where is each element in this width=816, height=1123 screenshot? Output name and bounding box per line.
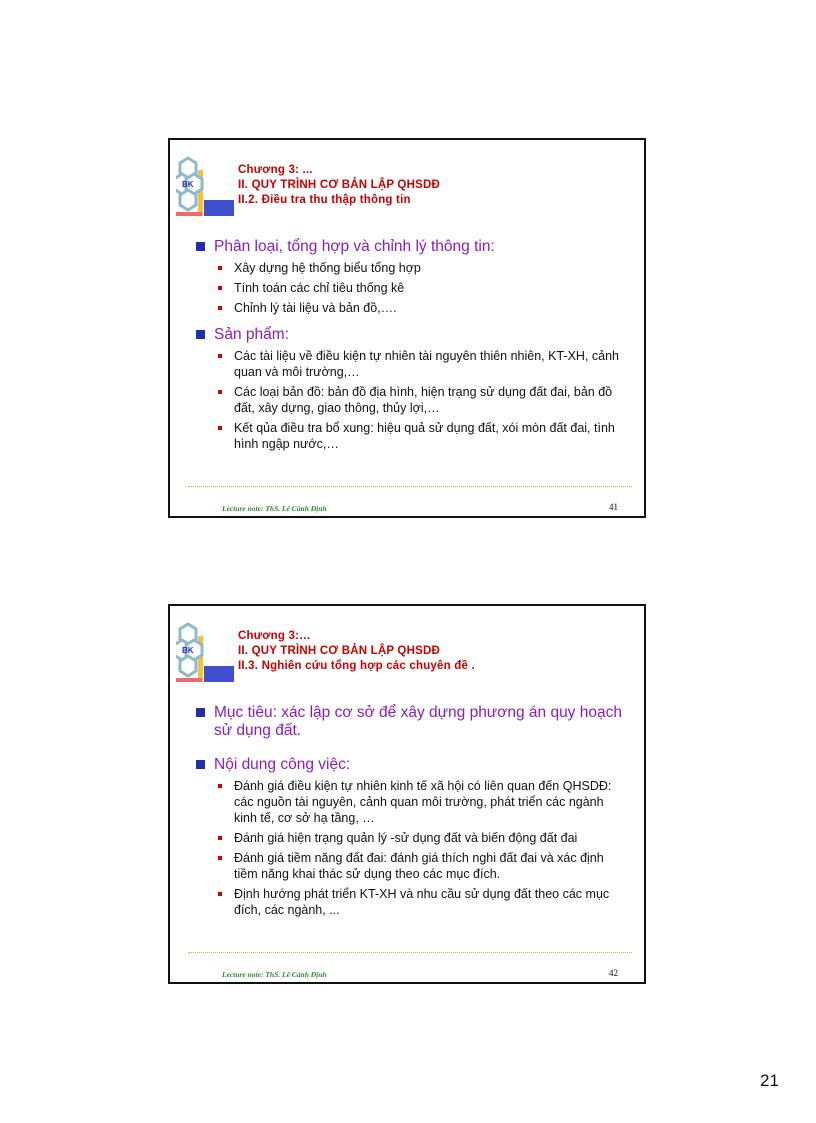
sub-item: Tính toán các chỉ tiêu thống kê <box>194 280 626 296</box>
slide-41 <box>168 138 646 518</box>
sub-list <box>194 348 626 452</box>
sheet-page-number: 21 <box>760 1071 779 1090</box>
chapter-title: Chương 3: ... <box>238 164 313 176</box>
slide-number: 41 <box>609 502 618 512</box>
bullet-square-icon <box>196 330 205 339</box>
lecture-note: Lecture note: ThS. Lê Cảnh Định <box>222 970 327 979</box>
sub-square-icon <box>218 426 222 430</box>
bullet-item: Phân loại, tổng hợp và chỉnh lý thông tin: <box>194 238 626 256</box>
slide-42 <box>168 604 646 984</box>
bullet-square-icon <box>196 708 205 717</box>
sub-square-icon <box>218 784 222 788</box>
bk-logo-icon <box>176 622 236 686</box>
section-title: II. QUY TRÌNH CƠ BẢN LẬP QHSDĐ <box>238 645 440 657</box>
slide-number: 42 <box>609 968 618 978</box>
footer-divider <box>188 952 632 953</box>
slide-header <box>238 629 634 674</box>
subsection-title: II.3. Nghiên cứu tổng hợp các chuyên đề . <box>238 660 475 672</box>
sub-square-icon <box>218 836 222 840</box>
slide-body <box>194 704 626 928</box>
sub-list <box>194 778 626 918</box>
bullet-square-icon <box>196 760 205 769</box>
bullet-item: Sản phẩm: <box>194 326 626 344</box>
bullet-item: Mục tiêu: xác lập cơ sở để xây dựng phương án quy hoạch sử dụng đất. <box>194 704 626 740</box>
lecture-note: Lecture note: ThS. Lê Cảnh Định <box>222 504 327 513</box>
sub-square-icon <box>218 306 222 310</box>
sub-item: Đánh giá tiềm năng đất đai: đánh giá thích nghi đất đai và xác định tiềm năng khai thác sử dụng theo các mục đích. <box>194 850 626 882</box>
sub-item: Định hướng phát triển KT-XH và nhu cầu sử dụng đất theo các mục đích, các ngành, ... <box>194 886 626 918</box>
slide-body <box>194 238 626 462</box>
bk-logo-icon <box>176 156 236 220</box>
sub-item: Đánh giá hiện trạng quản lý -sử dụng đất và biến động đất đai <box>194 830 626 846</box>
sub-square-icon <box>218 892 222 896</box>
footer-divider <box>188 486 632 487</box>
sub-item: Chỉnh lý tài liệu và bản đồ,…. <box>194 300 626 316</box>
subsection-title: II.2. Điều tra thu thập thông tin <box>238 194 411 206</box>
sub-item: Kết qủa điều tra bổ xung: hiệu quả sử dụng đất, xói mòn đất đai, tình hình ngập nước,… <box>194 420 626 452</box>
sub-item: Xây dựng hệ thống biểu tổng hợp <box>194 260 626 276</box>
sub-square-icon <box>218 354 222 358</box>
sub-item: Đánh giá điều kiện tự nhiên kinh tế xã hội có liên quan đến QHSDĐ: các nguồn tài nguyên, cảnh quan môi trường, phát triển các ngành kinh tế, cơ sở hạ tầng, … <box>194 778 626 826</box>
sub-item: Các tài liệu về điều kiện tự nhiên tài nguyên thiên nhiên, KT-XH, cảnh quan và môi trường,… <box>194 348 626 380</box>
sub-square-icon <box>218 390 222 394</box>
sub-square-icon <box>218 266 222 270</box>
chapter-title: Chương 3:… <box>238 630 311 642</box>
section-title: II. QUY TRÌNH CƠ BẢN LẬP QHSDĐ <box>238 179 440 191</box>
svg-text:BK: BK <box>182 180 194 189</box>
bullet-square-icon <box>196 242 205 251</box>
svg-text:BK: BK <box>182 646 194 655</box>
sub-list <box>194 260 626 316</box>
sub-square-icon <box>218 856 222 860</box>
bullet-item: Nội dung công việc: <box>194 756 626 774</box>
slide-header <box>238 163 634 208</box>
sub-square-icon <box>218 286 222 290</box>
sub-item: Các loại bản đồ: bản đồ địa hình, hiện trạng sử dụng đất đai, bản đồ đất, xây dựng, giao thông, thủy lợi,… <box>194 384 626 416</box>
